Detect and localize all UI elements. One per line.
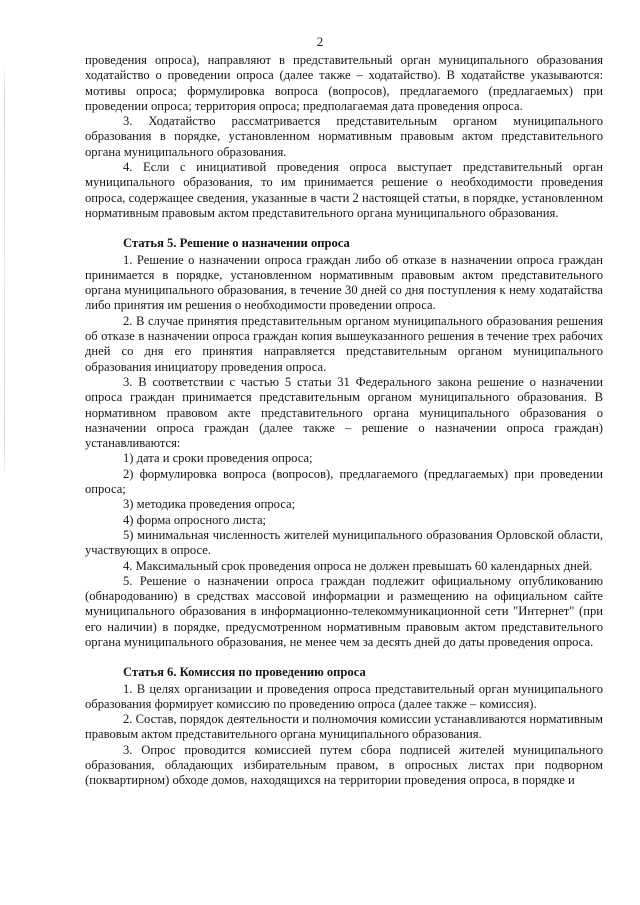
scan-edge-shadow (4, 60, 5, 480)
list-item-4: 4) форма опросного листа; (123, 512, 267, 527)
list-item-3: 3) методика проведения опроса; (123, 497, 296, 512)
list-item-1: 1) дата и сроки проведения опроса; (123, 451, 313, 466)
article-5-heading: Статья 5. Решение о назначении опроса (123, 236, 350, 251)
paragraph-continuation: проведения опроса), направляют в представительный орган муниципального образования ходатайство о проведении опроса (далее также – ходатайство). В ходатайстве указываются: мотивы опроса; формулировка вопроса (вопросов), предлагаемого (предлагаемых) при проведении опроса; территория опроса; предполагаемая дата проведения опроса. (85, 53, 603, 113)
paragraph-art4-part4: 4. Если с инициативой проведения опроса выступает представительный орган муниципального образования, то им принимается решение о необходимости проведения опроса, содержащее сведения, указанные в части 2 настоящей статьи, в порядке, установленном нормативным правовым актом представительного органа муниципального образования. (85, 160, 603, 220)
paragraph-art6-part2: 2. Состав, порядок деятельности и полномочия комиссии устанавливаются нормативным правовым актом представительного органа муниципального образования. (85, 712, 603, 742)
paragraph-art6-part3: 3. Опрос проводится комиссией путем сбора подписей жителей муниципального образования, обладающих избирательным правом, в опросных листах при подворном (поквартирном) обходе домов, находящихся на территории проведения опроса, в порядке и (85, 742, 603, 788)
document-body (85, 53, 603, 789)
list-item-5: 5) минимальная численность жителей муниципального образования Орловской области, участвующих в опросе. (85, 527, 603, 558)
paragraph-art4-part3: 3. Ходатайство рассматривается представительным органом муниципального образования в порядке, установленном нормативным правовым актом представительного органа муниципального образования. (85, 114, 603, 159)
list-item-2: 2) формулировка вопроса (вопросов), предлагаемого (предлагаемых) при проведении опроса; (85, 466, 603, 497)
page-number: 2 (316, 34, 324, 49)
paragraph-art6-part1: 1. В целях организации и проведения опроса представительный орган муниципального образования формирует комиссию по проведению опроса (далее также – комиссия). (85, 681, 603, 711)
article-6-heading: Статья 6. Комиссия по проведению опроса (123, 665, 366, 680)
paragraph-art5-part2: 2. В случае принятия представительным органом муниципального образования решения об отказе в назначении опроса граждан копия вышеуказанного решения в течение трех рабочих дней со дня его принятия направляется представительным органом муниципального образования инициатору проведения опроса. (85, 313, 603, 374)
paragraph-art5-part4: 4. Максимальный срок проведения опроса не должен превышать 60 календарных дней. (123, 558, 593, 573)
paragraph-art5-part5: 5. Решение о назначении опроса граждан подлежит официальному опубликованию (обнародованию) в средствах массовой информации и размещению на официальном сайте муниципального образования в информационно-телекоммуникационной сети "Интернет" (при его наличии) в порядке, предусмотренном нормативным правовым актом представительного органа муниципального образования, не менее чем за десять дней до даты проведения опроса. (85, 573, 603, 649)
paragraph-art5-part1: 1. Решение о назначении опроса граждан либо об отказе в назначении опроса граждан принимается в порядке, установленном нормативным правовым актом представительного органа муниципального образования, в течение 30 дней со дня поступления к нему ходатайства либо принятия им решения о необходимости проведении опроса. (85, 252, 603, 313)
paragraph-art5-part3: 3. В соответствии с частью 5 статьи 31 Федерального закона решение о назначении опроса граждан принимается представительным органом муниципального образования. В нормативном правовом акте представительного органа муниципального образования о назначении опроса граждан (далее также – решение о назначении опроса граждан) устанавливаются: (85, 374, 603, 451)
